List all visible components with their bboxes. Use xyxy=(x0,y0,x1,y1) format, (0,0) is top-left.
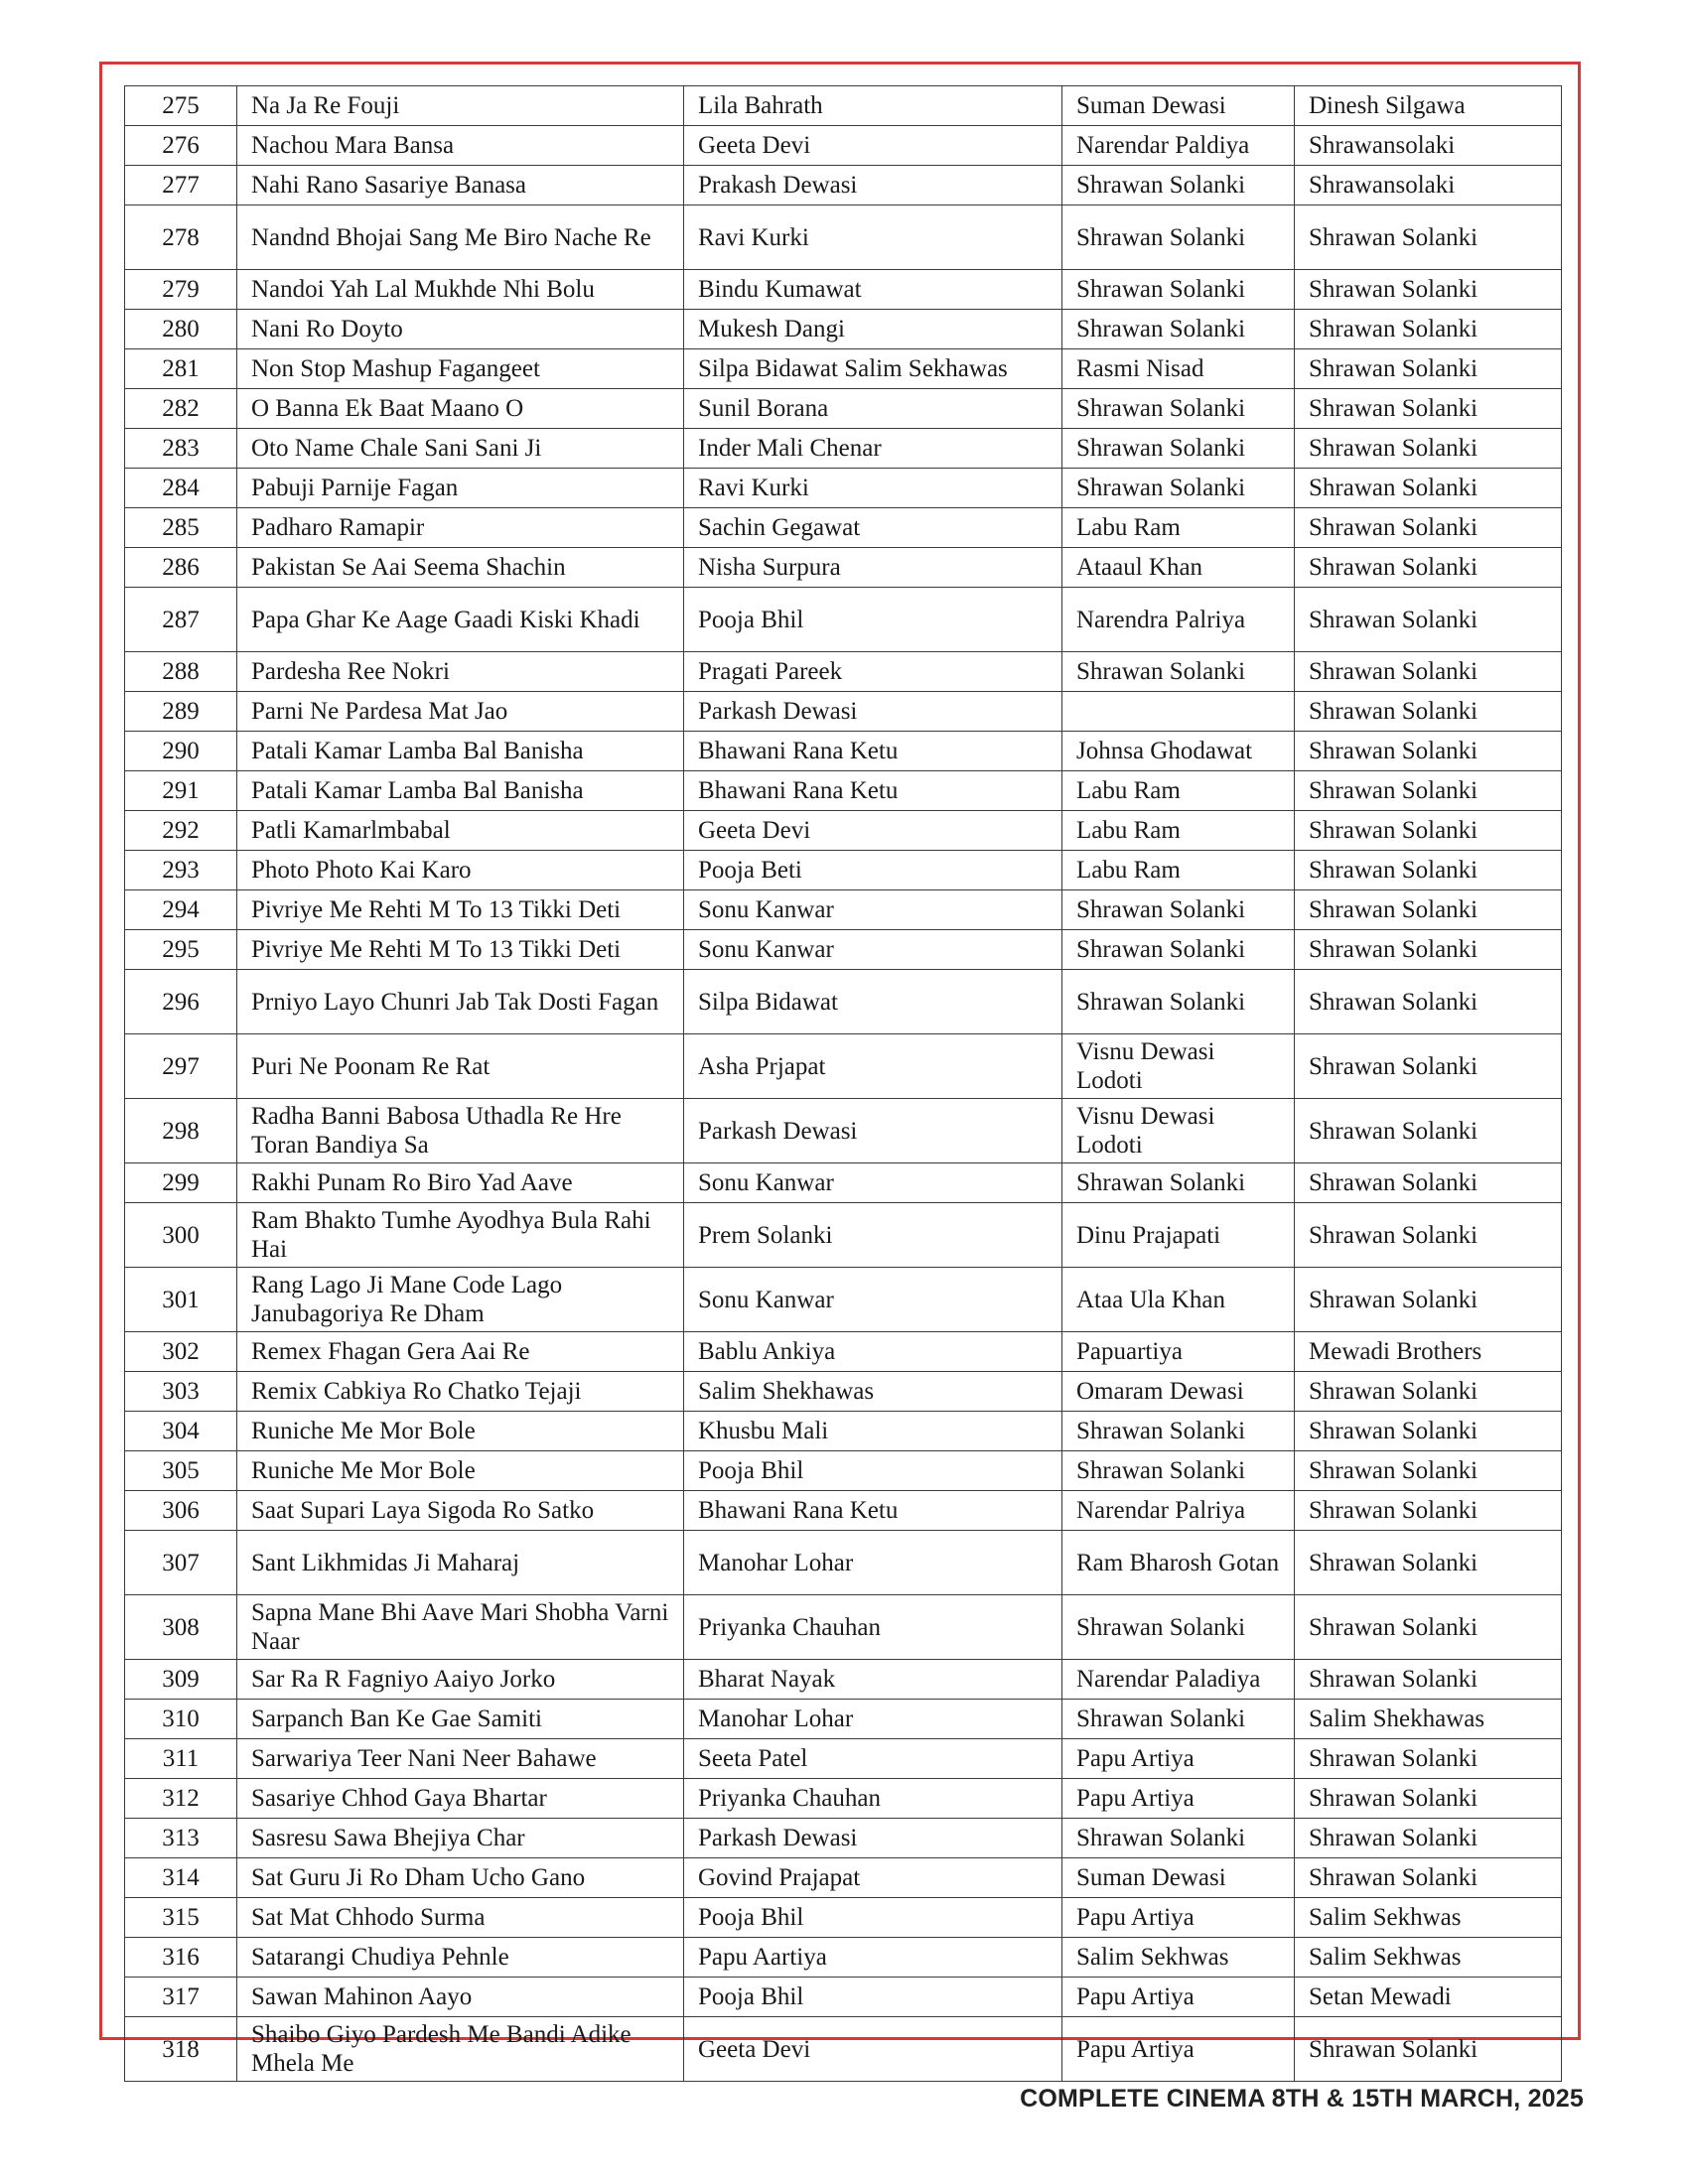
table-row xyxy=(125,1739,1562,1779)
song-title-cell: Papa Ghar Ke Aage Gaadi Kiski Khadi xyxy=(237,588,684,652)
column-3-cell: Papuartiya xyxy=(1062,1332,1295,1372)
songs-table-body xyxy=(125,86,1562,2082)
row-number-cell: 301 xyxy=(125,1268,237,1332)
table-row xyxy=(125,1491,1562,1531)
column-3-cell: Shrawan Solanki xyxy=(1062,1819,1295,1858)
singer-cell: Priyanka Chauhan xyxy=(684,1779,1062,1819)
table-row xyxy=(125,732,1562,771)
song-title-cell: Sat Mat Chhodo Surma xyxy=(237,1898,684,1938)
column-4-cell: Shrawan Solanki xyxy=(1295,469,1562,508)
table-row xyxy=(125,310,1562,349)
table-row xyxy=(125,1034,1562,1099)
column-3-cell: Shrawan Solanki xyxy=(1062,270,1295,310)
column-3-cell: Papu Artiya xyxy=(1062,2017,1295,2082)
row-number-cell: 305 xyxy=(125,1451,237,1491)
column-3-cell: Shrawan Solanki xyxy=(1062,1412,1295,1451)
singer-cell: Parkash Dewasi xyxy=(684,1099,1062,1163)
song-title-cell: Puri Ne Poonam Re Rat xyxy=(237,1034,684,1099)
column-3-cell: Shrawan Solanki xyxy=(1062,310,1295,349)
song-title-cell: Sawan Mahinon Aayo xyxy=(237,1978,684,2017)
column-4-cell: Shrawan Solanki xyxy=(1295,389,1562,429)
column-4-cell: Shrawan Solanki xyxy=(1295,588,1562,652)
table-row xyxy=(125,1660,1562,1700)
column-4-cell: Shrawan Solanki xyxy=(1295,548,1562,588)
song-title-cell: Remex Fhagan Gera Aai Re xyxy=(237,1332,684,1372)
row-number-cell: 302 xyxy=(125,1332,237,1372)
column-3-cell: Shrawan Solanki xyxy=(1062,389,1295,429)
column-3-cell: Shrawan Solanki xyxy=(1062,652,1295,692)
table-row xyxy=(125,548,1562,588)
singer-cell: Manohar Lohar xyxy=(684,1531,1062,1595)
column-4-cell: Shrawan Solanki xyxy=(1295,205,1562,270)
column-4-cell: Shrawan Solanki xyxy=(1295,2017,1562,2082)
song-title-cell: Sar Ra R Fagniyo Aaiyo Jorko xyxy=(237,1660,684,1700)
table-row xyxy=(125,811,1562,851)
singer-cell: Bindu Kumawat xyxy=(684,270,1062,310)
page-footer: COMPLETE CINEMA 8TH & 15TH MARCH, 2025 xyxy=(1020,2085,1584,2113)
singer-cell: Manohar Lohar xyxy=(684,1700,1062,1739)
column-3-cell: Labu Ram xyxy=(1062,771,1295,811)
singer-cell: Geeta Devi xyxy=(684,811,1062,851)
table-row xyxy=(125,1531,1562,1595)
column-4-cell: Shrawan Solanki xyxy=(1295,1372,1562,1412)
singer-cell: Seeta Patel xyxy=(684,1739,1062,1779)
column-4-cell: Salim Sekhwas xyxy=(1295,1898,1562,1938)
column-4-cell: Shrawan Solanki xyxy=(1295,1099,1562,1163)
column-3-cell: Narendra Palriya xyxy=(1062,588,1295,652)
column-3-cell xyxy=(1062,692,1295,732)
column-3-cell: Visnu Dewasi Lodoti xyxy=(1062,1099,1295,1163)
table-row xyxy=(125,166,1562,205)
song-title-cell: Sapna Mane Bhi Aave Mari Shobha Varni Naar xyxy=(237,1595,684,1660)
column-3-cell: Narendar Palriya xyxy=(1062,1491,1295,1531)
table-row xyxy=(125,1819,1562,1858)
table-row xyxy=(125,1978,1562,2017)
song-title-cell: Padharo Ramapir xyxy=(237,508,684,548)
song-title-cell: Sat Guru Ji Ro Dham Ucho Gano xyxy=(237,1858,684,1898)
column-3-cell: Shrawan Solanki xyxy=(1062,429,1295,469)
table-row xyxy=(125,890,1562,930)
singer-cell: Silpa Bidawat xyxy=(684,970,1062,1034)
column-3-cell: Narendar Paldiya xyxy=(1062,126,1295,166)
song-title-cell: Ram Bhakto Tumhe Ayodhya Bula Rahi Hai xyxy=(237,1203,684,1268)
singer-cell: Silpa Bidawat Salim Sekhawas xyxy=(684,349,1062,389)
table-row xyxy=(125,1332,1562,1372)
column-3-cell: Rasmi Nisad xyxy=(1062,349,1295,389)
table-row xyxy=(125,205,1562,270)
column-3-cell: Shrawan Solanki xyxy=(1062,1163,1295,1203)
table-row xyxy=(125,349,1562,389)
column-3-cell: Shrawan Solanki xyxy=(1062,469,1295,508)
singer-cell: Bhawani Rana Ketu xyxy=(684,732,1062,771)
row-number-cell: 308 xyxy=(125,1595,237,1660)
song-title-cell: Patali Kamar Lamba Bal Banisha xyxy=(237,771,684,811)
song-title-cell: Nachou Mara Bansa xyxy=(237,126,684,166)
column-3-cell: Shrawan Solanki xyxy=(1062,970,1295,1034)
table-row xyxy=(125,1099,1562,1163)
song-title-cell: Pabuji Parnije Fagan xyxy=(237,469,684,508)
singer-cell: Bhawani Rana Ketu xyxy=(684,771,1062,811)
song-title-cell: Non Stop Mashup Fagangeet xyxy=(237,349,684,389)
row-number-cell: 276 xyxy=(125,126,237,166)
table-row xyxy=(125,270,1562,310)
song-title-cell: Sant Likhmidas Ji Maharaj xyxy=(237,1531,684,1595)
column-3-cell: Papu Artiya xyxy=(1062,1739,1295,1779)
row-number-cell: 284 xyxy=(125,469,237,508)
singer-cell: Bablu Ankiya xyxy=(684,1332,1062,1372)
column-4-cell: Setan Mewadi xyxy=(1295,1978,1562,2017)
row-number-cell: 304 xyxy=(125,1412,237,1451)
column-4-cell: Shrawan Solanki xyxy=(1295,970,1562,1034)
song-title-cell: Remix Cabkiya Ro Chatko Tejaji xyxy=(237,1372,684,1412)
column-3-cell: Shrawan Solanki xyxy=(1062,205,1295,270)
row-number-cell: 275 xyxy=(125,86,237,126)
singer-cell: Parkash Dewasi xyxy=(684,1819,1062,1858)
row-number-cell: 314 xyxy=(125,1858,237,1898)
table-row xyxy=(125,1268,1562,1332)
column-4-cell: Dinesh Silgawa xyxy=(1295,86,1562,126)
row-number-cell: 312 xyxy=(125,1779,237,1819)
singer-cell: Pooja Bhil xyxy=(684,588,1062,652)
song-title-cell: Pardesha Ree Nokri xyxy=(237,652,684,692)
column-3-cell: Labu Ram xyxy=(1062,508,1295,548)
row-number-cell: 281 xyxy=(125,349,237,389)
column-3-cell: Ataa Ula Khan xyxy=(1062,1268,1295,1332)
table-row xyxy=(125,126,1562,166)
singer-cell: Asha Prjapat xyxy=(684,1034,1062,1099)
column-3-cell: Suman Dewasi xyxy=(1062,1858,1295,1898)
song-title-cell: Runiche Me Mor Bole xyxy=(237,1412,684,1451)
row-number-cell: 306 xyxy=(125,1491,237,1531)
row-number-cell: 303 xyxy=(125,1372,237,1412)
row-number-cell: 300 xyxy=(125,1203,237,1268)
column-3-cell: Narendar Paladiya xyxy=(1062,1660,1295,1700)
table-row xyxy=(125,1451,1562,1491)
singer-cell: Priyanka Chauhan xyxy=(684,1595,1062,1660)
song-title-cell: Nandnd Bhojai Sang Me Biro Nache Re xyxy=(237,205,684,270)
singer-cell: Prem Solanki xyxy=(684,1203,1062,1268)
song-title-cell: Pakistan Se Aai Seema Shachin xyxy=(237,548,684,588)
column-3-cell: Johnsa Ghodawat xyxy=(1062,732,1295,771)
row-number-cell: 277 xyxy=(125,166,237,205)
table-row xyxy=(125,429,1562,469)
column-3-cell: Visnu Dewasi Lodoti xyxy=(1062,1034,1295,1099)
row-number-cell: 296 xyxy=(125,970,237,1034)
column-4-cell: Shrawan Solanki xyxy=(1295,1739,1562,1779)
song-title-cell: Saat Supari Laya Sigoda Ro Satko xyxy=(237,1491,684,1531)
column-4-cell: Shrawansolaki xyxy=(1295,126,1562,166)
column-4-cell: Shrawan Solanki xyxy=(1295,429,1562,469)
column-4-cell: Shrawan Solanki xyxy=(1295,1595,1562,1660)
column-4-cell: Shrawan Solanki xyxy=(1295,1412,1562,1451)
row-number-cell: 279 xyxy=(125,270,237,310)
table-row xyxy=(125,86,1562,126)
table-row xyxy=(125,1898,1562,1938)
table-row xyxy=(125,1412,1562,1451)
table-row xyxy=(125,2017,1562,2082)
song-title-cell: Radha Banni Babosa Uthadla Re Hre Toran Bandiya Sa xyxy=(237,1099,684,1163)
song-title-cell: Sarwariya Teer Nani Neer Bahawe xyxy=(237,1739,684,1779)
column-4-cell: Shrawan Solanki xyxy=(1295,1531,1562,1595)
column-4-cell: Shrawan Solanki xyxy=(1295,508,1562,548)
column-3-cell: Ataaul Khan xyxy=(1062,548,1295,588)
table-row xyxy=(125,930,1562,970)
table-row xyxy=(125,692,1562,732)
row-number-cell: 285 xyxy=(125,508,237,548)
table-row xyxy=(125,389,1562,429)
row-number-cell: 278 xyxy=(125,205,237,270)
singer-cell: Nisha Surpura xyxy=(684,548,1062,588)
song-title-cell: Pivriye Me Rehti M To 13 Tikki Deti xyxy=(237,930,684,970)
song-title-cell: Prniyo Layo Chunri Jab Tak Dosti Fagan xyxy=(237,970,684,1034)
song-title-cell: Shaibo Giyo Pardesh Me Bandi Adike Mhela Me xyxy=(237,2017,684,2082)
row-number-cell: 313 xyxy=(125,1819,237,1858)
song-title-cell: Satarangi Chudiya Pehnle xyxy=(237,1938,684,1978)
row-number-cell: 294 xyxy=(125,890,237,930)
song-title-cell: Photo Photo Kai Karo xyxy=(237,851,684,890)
table-row xyxy=(125,1938,1562,1978)
singer-cell: Mukesh Dangi xyxy=(684,310,1062,349)
column-4-cell: Salim Shekhawas xyxy=(1295,1700,1562,1739)
row-number-cell: 298 xyxy=(125,1099,237,1163)
song-title-cell: Nahi Rano Sasariye Banasa xyxy=(237,166,684,205)
row-number-cell: 311 xyxy=(125,1739,237,1779)
column-4-cell: Shrawan Solanki xyxy=(1295,692,1562,732)
column-4-cell: Shrawan Solanki xyxy=(1295,652,1562,692)
row-number-cell: 287 xyxy=(125,588,237,652)
column-4-cell: Shrawan Solanki xyxy=(1295,851,1562,890)
column-3-cell: Papu Artiya xyxy=(1062,1779,1295,1819)
song-title-cell: Nandoi Yah Lal Mukhde Nhi Bolu xyxy=(237,270,684,310)
column-3-cell: Ram Bharosh Gotan xyxy=(1062,1531,1295,1595)
column-3-cell: Dinu Prajapati xyxy=(1062,1203,1295,1268)
column-4-cell: Shrawan Solanki xyxy=(1295,349,1562,389)
row-number-cell: 299 xyxy=(125,1163,237,1203)
song-title-cell: Parni Ne Pardesa Mat Jao xyxy=(237,692,684,732)
table-row xyxy=(125,1372,1562,1412)
table-row xyxy=(125,851,1562,890)
column-4-cell: Shrawan Solanki xyxy=(1295,1451,1562,1491)
song-title-cell: Runiche Me Mor Bole xyxy=(237,1451,684,1491)
column-4-cell: Shrawan Solanki xyxy=(1295,1491,1562,1531)
song-title-cell: Nani Ro Doyto xyxy=(237,310,684,349)
singer-cell: Parkash Dewasi xyxy=(684,692,1062,732)
table-row xyxy=(125,970,1562,1034)
column-4-cell: Shrawan Solanki xyxy=(1295,771,1562,811)
table-row xyxy=(125,588,1562,652)
column-4-cell: Shrawan Solanki xyxy=(1295,1819,1562,1858)
song-title-cell: Rakhi Punam Ro Biro Yad Aave xyxy=(237,1163,684,1203)
row-number-cell: 307 xyxy=(125,1531,237,1595)
row-number-cell: 291 xyxy=(125,771,237,811)
column-4-cell: Shrawan Solanki xyxy=(1295,1034,1562,1099)
column-4-cell: Shrawan Solanki xyxy=(1295,930,1562,970)
song-title-cell: Sasresu Sawa Bhejiya Char xyxy=(237,1819,684,1858)
singer-cell: Prakash Dewasi xyxy=(684,166,1062,205)
songs-table xyxy=(124,85,1562,2082)
song-title-cell: Sarpanch Ban Ke Gae Samiti xyxy=(237,1700,684,1739)
row-number-cell: 293 xyxy=(125,851,237,890)
row-number-cell: 283 xyxy=(125,429,237,469)
column-4-cell: Shrawan Solanki xyxy=(1295,1268,1562,1332)
column-3-cell: Omaram Dewasi xyxy=(1062,1372,1295,1412)
row-number-cell: 282 xyxy=(125,389,237,429)
singer-cell: Ravi Kurki xyxy=(684,469,1062,508)
row-number-cell: 280 xyxy=(125,310,237,349)
column-3-cell: Shrawan Solanki xyxy=(1062,930,1295,970)
singer-cell: Sonu Kanwar xyxy=(684,1163,1062,1203)
table-row xyxy=(125,1595,1562,1660)
singer-cell: Sachin Gegawat xyxy=(684,508,1062,548)
table-row xyxy=(125,771,1562,811)
singer-cell: Pooja Beti xyxy=(684,851,1062,890)
singer-cell: Ravi Kurki xyxy=(684,205,1062,270)
column-3-cell: Shrawan Solanki xyxy=(1062,1595,1295,1660)
singer-cell: Geeta Devi xyxy=(684,2017,1062,2082)
column-3-cell: Labu Ram xyxy=(1062,851,1295,890)
column-3-cell: Suman Dewasi xyxy=(1062,86,1295,126)
singer-cell: Pooja Bhil xyxy=(684,1451,1062,1491)
column-4-cell: Salim Sekhwas xyxy=(1295,1938,1562,1978)
song-title-cell: Oto Name Chale Sani Sani Ji xyxy=(237,429,684,469)
singer-cell: Govind Prajapat xyxy=(684,1858,1062,1898)
column-4-cell: Shrawan Solanki xyxy=(1295,1858,1562,1898)
row-number-cell: 317 xyxy=(125,1978,237,2017)
table-row xyxy=(125,469,1562,508)
song-title-cell: Na Ja Re Fouji xyxy=(237,86,684,126)
singer-cell: Pooja Bhil xyxy=(684,1898,1062,1938)
singer-cell: Bhawani Rana Ketu xyxy=(684,1491,1062,1531)
song-title-cell: Patli Kamarlmbabal xyxy=(237,811,684,851)
column-3-cell: Shrawan Solanki xyxy=(1062,1700,1295,1739)
singer-cell: Inder Mali Chenar xyxy=(684,429,1062,469)
row-number-cell: 297 xyxy=(125,1034,237,1099)
row-number-cell: 289 xyxy=(125,692,237,732)
row-number-cell: 290 xyxy=(125,732,237,771)
column-4-cell: Mewadi Brothers xyxy=(1295,1332,1562,1372)
table-row xyxy=(125,1700,1562,1739)
column-4-cell: Shrawan Solanki xyxy=(1295,1203,1562,1268)
column-3-cell: Salim Sekhwas xyxy=(1062,1938,1295,1978)
row-number-cell: 309 xyxy=(125,1660,237,1700)
column-4-cell: Shrawan Solanki xyxy=(1295,310,1562,349)
row-number-cell: 295 xyxy=(125,930,237,970)
singer-cell: Bharat Nayak xyxy=(684,1660,1062,1700)
column-3-cell: Shrawan Solanki xyxy=(1062,890,1295,930)
song-title-cell: Rang Lago Ji Mane Code Lago Janubagoriya Re Dham xyxy=(237,1268,684,1332)
song-title-cell: Patali Kamar Lamba Bal Banisha xyxy=(237,732,684,771)
row-number-cell: 316 xyxy=(125,1938,237,1978)
column-4-cell: Shrawansolaki xyxy=(1295,166,1562,205)
singer-cell: Sonu Kanwar xyxy=(684,930,1062,970)
column-4-cell: Shrawan Solanki xyxy=(1295,1779,1562,1819)
row-number-cell: 292 xyxy=(125,811,237,851)
song-title-cell: Sasariye Chhod Gaya Bhartar xyxy=(237,1779,684,1819)
row-number-cell: 318 xyxy=(125,2017,237,2082)
singer-cell: Lila Bahrath xyxy=(684,86,1062,126)
column-4-cell: Shrawan Solanki xyxy=(1295,270,1562,310)
singer-cell: Pragati Pareek xyxy=(684,652,1062,692)
singer-cell: Sonu Kanwar xyxy=(684,890,1062,930)
singer-cell: Geeta Devi xyxy=(684,126,1062,166)
column-3-cell: Shrawan Solanki xyxy=(1062,166,1295,205)
table-row xyxy=(125,652,1562,692)
column-4-cell: Shrawan Solanki xyxy=(1295,811,1562,851)
table-row xyxy=(125,1779,1562,1819)
table-row xyxy=(125,1858,1562,1898)
singer-cell: Sonu Kanwar xyxy=(684,1268,1062,1332)
column-3-cell: Shrawan Solanki xyxy=(1062,1451,1295,1491)
singer-cell: Salim Shekhawas xyxy=(684,1372,1062,1412)
column-3-cell: Labu Ram xyxy=(1062,811,1295,851)
column-3-cell: Papu Artiya xyxy=(1062,1978,1295,2017)
table-row xyxy=(125,1203,1562,1268)
table-row xyxy=(125,508,1562,548)
column-4-cell: Shrawan Solanki xyxy=(1295,1660,1562,1700)
column-4-cell: Shrawan Solanki xyxy=(1295,1163,1562,1203)
column-4-cell: Shrawan Solanki xyxy=(1295,732,1562,771)
song-title-cell: Pivriye Me Rehti M To 13 Tikki Deti xyxy=(237,890,684,930)
singer-cell: Sunil Borana xyxy=(684,389,1062,429)
singer-cell: Khusbu Mali xyxy=(684,1412,1062,1451)
row-number-cell: 286 xyxy=(125,548,237,588)
row-number-cell: 315 xyxy=(125,1898,237,1938)
row-number-cell: 288 xyxy=(125,652,237,692)
column-4-cell: Shrawan Solanki xyxy=(1295,890,1562,930)
table-row xyxy=(125,1163,1562,1203)
song-title-cell: O Banna Ek Baat Maano O xyxy=(237,389,684,429)
column-3-cell: Papu Artiya xyxy=(1062,1898,1295,1938)
row-number-cell: 310 xyxy=(125,1700,237,1739)
singer-cell: Papu Aartiya xyxy=(684,1938,1062,1978)
singer-cell: Pooja Bhil xyxy=(684,1978,1062,2017)
